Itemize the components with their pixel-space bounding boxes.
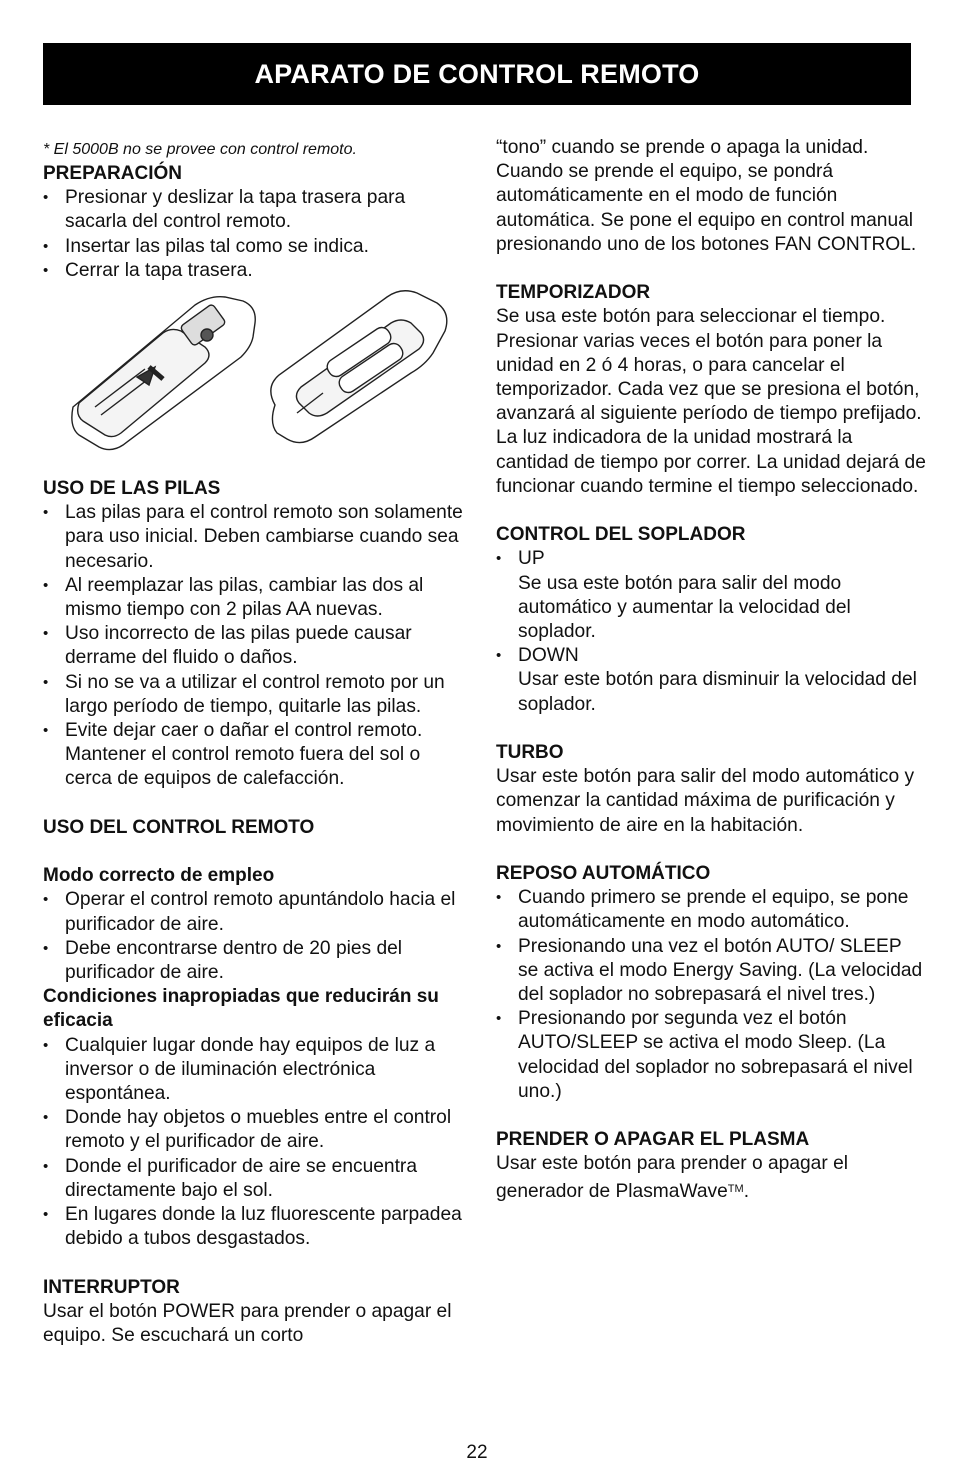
list-item <box>496 644 926 717</box>
pilas-list <box>43 501 468 791</box>
heading-plasma: PRENDER O APAGAR EL PLASMA <box>496 1129 810 1151</box>
list-item: • Presionar y deslizar la tapa trasera para sacarla del control remoto. <box>43 186 468 234</box>
remote-cover-open <box>72 297 255 450</box>
down-description: Usar este botón para disminuir la velocidad del soplador. <box>518 669 917 715</box>
up-description: Se usa este botón para salir del modo automático y aumentar la velocidad del soplador. <box>518 572 851 643</box>
list-item: • Donde el purificador de aire se encuentra directamente bajo el sol. <box>43 1155 468 1203</box>
turbo-text: Usar este botón para salir del modo automático y comenzar la cantidad máxima de purificación y movimiento de aire en la habitación. <box>496 766 915 836</box>
list-item: • Insertar las pilas tal como se indica. <box>43 235 468 259</box>
preparacion-list <box>43 186 468 283</box>
list-item: • Si no se va a utilizar el control remoto por un largo período de tiempo, quitarle las pilas. <box>43 671 468 719</box>
list-item: • Operar el control remoto apuntándolo hacia el purificador de aire. <box>43 888 468 936</box>
heading-soplador: CONTROL DEL SOPLADOR <box>496 524 746 546</box>
soplador-list <box>496 547 926 716</box>
trademark-mark: TM <box>727 1182 744 1195</box>
interruptor-text: Usar el botón POWER para prender o apagar el equipo. Se escuchará un corto <box>43 1300 452 1347</box>
heading-pilas: USO DE LAS PILAS <box>43 478 221 500</box>
page-number: 22 <box>466 1442 488 1463</box>
interruptor-continued-text: “tono” cuando se prende o apaga la unidad. Cuando se prende el equipo, se pondrá automáticamente en el modo de función automática. Se pone el equipo en control manual presionando uno de los botones FAN CONTROL. <box>496 137 917 255</box>
heading-modo-correcto: Modo correcto de empleo <box>43 865 275 887</box>
list-item: • Presionando por segunda vez el botón AUTO/SLEEP se activa el modo Sleep. (La velocidad del soplador no sobrepasará el nivel uno.) <box>496 1007 926 1104</box>
list-item: • Al reemplazar las pilas, cambiar las dos al mismo tiempo con 2 pilas AA nuevas. <box>43 574 468 622</box>
heading-temporizador: TEMPORIZADOR <box>496 282 651 304</box>
heading-reposo: REPOSO AUTOMÁTICO <box>496 863 711 885</box>
plasma-text <box>496 1152 926 1203</box>
heading-turbo: TURBO <box>496 742 564 764</box>
list-item: • Cerrar la tapa trasera. <box>43 259 468 283</box>
list-item: • Donde hay objetos o muebles entre el control remoto y el purificador de aire. <box>43 1106 468 1154</box>
heading-uso-control: USO DEL CONTROL REMOTO <box>43 816 315 838</box>
list-item: • Cualquier lugar donde hay equipos de luz a inversor o de iluminación electrónica espontánea. <box>43 1034 468 1107</box>
list-item <box>496 547 926 644</box>
title-bar <box>43 43 911 105</box>
model-note: * El 5000B no se provee con control remoto. <box>43 141 357 158</box>
remote-battery-illustration <box>43 287 468 477</box>
reposo-list <box>496 886 926 1104</box>
heading-condiciones: Condiciones inapropiadas que reducirán su eficacia <box>43 986 439 1032</box>
heading-preparacion: PREPARACIÓN <box>43 163 182 184</box>
plasma-description: Usar este botón para prender o apagar el generador de PlasmaWave <box>496 1153 848 1202</box>
page-title: APARATO DE CONTROL REMOTO <box>254 58 700 89</box>
remote-illustration-svg <box>65 287 465 467</box>
list-item: • Las pilas para el control remoto son solamente para uso inicial. Deben cambiarse cuando sea necesario. <box>43 501 468 574</box>
remote-batteries-inserted <box>271 291 447 443</box>
up-label: UP <box>518 548 545 570</box>
list-item: • Presionando una vez el botón AUTO/ SLEEP se activa el modo Energy Saving. (La velocidad del soplador no sobrepasará el nivel tres.) <box>496 935 926 1008</box>
down-label: DOWN <box>518 645 579 667</box>
plasma-period: . <box>743 1180 750 1202</box>
modo-list <box>43 888 468 985</box>
list-item: • Uso incorrecto de las pilas puede causar derrame del fluido o daños. <box>43 622 468 670</box>
temporizador-text: Se usa este botón para seleccionar el tiempo. Presionar varias veces el botón para poner la unidad en 2 ó 4 horas, o para cancelar el temporizador. Cada vez que se presiona el botón, avanzará al siguiente período de tiempo prefijado. La luz indicadora de la unidad mostrará la cantidad de tiempo por correr. La unidad dejará de funcionar cuando termine el tiempo seleccionado. <box>496 306 926 497</box>
left-column <box>43 138 468 1348</box>
right-column <box>496 136 926 1204</box>
list-item: • Cuando primero se prende el equipo, se pone automáticamente en modo automático. <box>496 886 926 934</box>
heading-interruptor: INTERRUPTOR <box>43 1276 180 1298</box>
list-item: • Debe encontrarse dentro de 20 pies del purificador de aire. <box>43 937 468 985</box>
list-item: • Evite dejar caer o dañar el control remoto. Mantener el control remoto fuera del sol o cerca de equipos de calefacción. <box>43 719 468 792</box>
list-item: • En lugares donde la luz fluorescente parpadea debido a tubos desgastados. <box>43 1203 468 1251</box>
condiciones-list <box>43 1034 468 1252</box>
